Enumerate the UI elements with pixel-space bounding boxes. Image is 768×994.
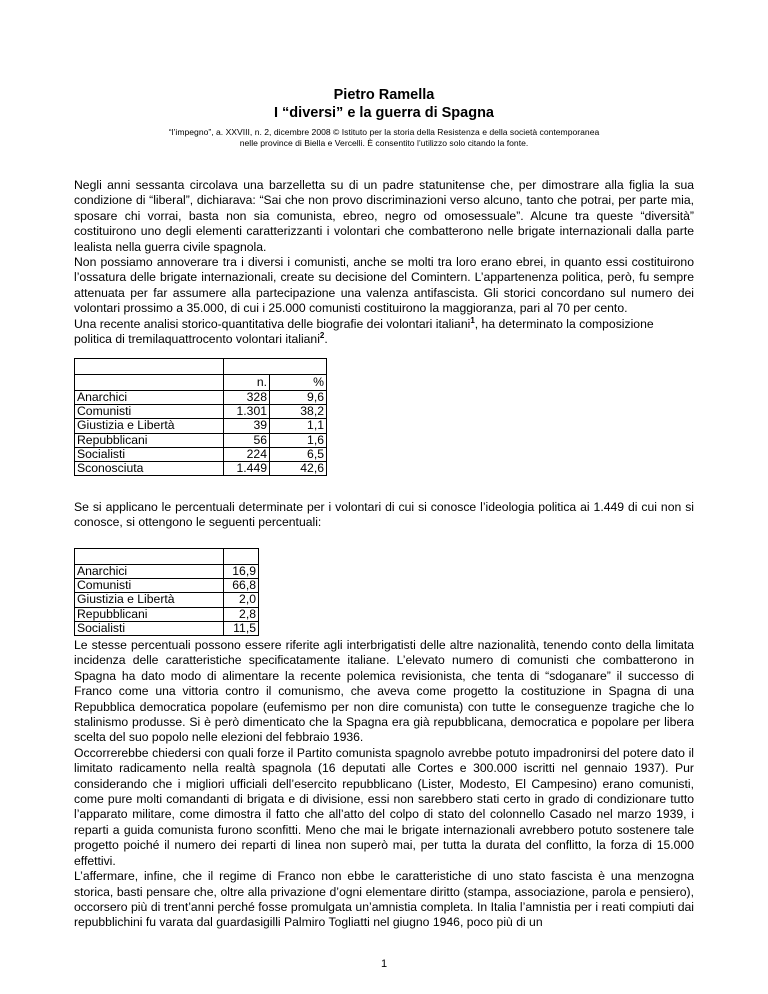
table-row: [75, 593, 259, 607]
row-label: Socialisti: [75, 621, 224, 635]
row-label: Sconosciuta: [75, 461, 224, 475]
intro-paragraph-2: Non possiamo annoverare tra i diversi i comunisti, anche se molti tra loro erano ebrei, in quanto essi costituirono l’ossatura delle brigate internazionali, create su decisione del Comintern. L’appartenenza politica, però, fu sempre attenuata per far assumere alla partecipazione una valenza antifascista. Gli storici concordano sul numero dei volontari prossimo a 35.000, di cui i 25.000 comunisti costituirono la maggioranza, pari al 70 per cento.: [74, 255, 694, 316]
table-header-row: [75, 375, 327, 391]
table-row: [75, 419, 327, 433]
credit-line-2: nelle province di Biella e Vercelli. È consentito l’utilizzo solo citando la fonte.: [239, 138, 529, 148]
row-label: Giustizia e Libertà: [75, 419, 224, 433]
row-percent: 6,5: [270, 447, 327, 461]
page-number: 1: [380, 958, 388, 970]
row-count: 1.301: [224, 405, 270, 419]
row-label: Comunisti: [75, 405, 224, 419]
volunteers-table: [74, 358, 327, 476]
body-paragraph-2: Occorrerebbe chiedersi con quali forze il Partito comunista spagnolo avrebbe potuto impadronirsi del potere dato il limitato radicamento nella realtà spagnola (16 deputati alle Cortes e 300.000 iscritti nel gennaio 1937). Pur considerando che i migliori ufficiali dell’esercito repubblicano (Lister, Modesto, El Campesino) erano comunisti, come pure molti comandanti di brigata e di divisione, essi non sarebbero stati certo in grado di condizionare tutto l’apparato militare, come dimostra il fatto che all’atto del colpo di stato del colonnello Casado nel marzo 1939, i reparti a guida comunista furono sconfitti. Meno che mai le brigate internazionali avrebbero potuto sostenere tale progetto poiché il numero dei reparti di linea non superò mai, per tutta la durata del conflitto, la forza di 15.000 effettivi.: [74, 745, 694, 868]
row-count: 1.449: [224, 461, 270, 475]
row-percent: 2,8: [224, 607, 259, 621]
intro-text-b: , ha determinato la composizione politica di tremilaquattrocento volontari italiani: [74, 316, 654, 347]
row-label: Socialisti: [75, 447, 224, 461]
table-header-empty: [75, 549, 224, 565]
footnote-ref-1[interactable]: 1: [470, 315, 475, 325]
credit-line-1: “l’impegno”, a. XXVIII, n. 2, dicembre 2008 © Istituto per la storia della Resistenza e della società contemporanea: [168, 127, 600, 137]
table-header-row: [75, 549, 259, 565]
table-row: [75, 579, 259, 593]
intro-text-a: Una recente analisi storico-quantitativa delle biografie dei volontari italiani: [74, 316, 471, 331]
row-percent: 1,1: [270, 419, 327, 433]
adjusted-percentages-table: [74, 548, 259, 636]
row-percent: 42,6: [270, 461, 327, 475]
author-name: Pietro Ramella: [333, 87, 435, 103]
row-label: Repubblicani: [75, 433, 224, 447]
row-percent: 11,5: [224, 621, 259, 635]
between-paragraph: Se si applicano le percentuali determinate per i volontari di cui si conosce l’ideologia politica ai 1.449 di cui non si conosce, si ottengono le seguenti percentuali:: [74, 500, 694, 530]
table-row: [75, 391, 327, 405]
table-header-span: [224, 359, 327, 375]
body-paragraph-3: L’affermare, infine, che il regime di Franco non ebbe le caratteristiche di uno stato fascista è una menzogna storica, basti pensare che, oltre alla privazione d’ogni elementare diritto (stampa, associazione, parola e pensiero), occorsero più di trent’anni perché fosse promulgata un’amnistia completa. In Italia l’amnistia per i reati compiuti dai repubblichini fu varata dal guardasigilli Palmiro Togliatti nel giugno 1946, poco più di un: [74, 869, 694, 930]
table-row: [75, 607, 259, 621]
table-header-empty: [75, 359, 224, 375]
intro-paragraph-1: Negli anni sessanta circolava una barzelletta su di un padre statunitense che, per dimostrare alla figlia la sua condizione di “liberal”, dichiarava: “Sai che non provo discriminazioni verso alcuno, tanto che potrai, per parte mia, sposare chi vorrai, basta non sia comunista, ebreo, negro od omosessuale”. Alcune tra queste “diversità” costituirono uno degli elementi caratterizzanti i volontari che combatterono nelle brigate internazionali dalla parte lealista nella guerra civile spagnola.: [74, 178, 694, 254]
row-label: Anarchici: [75, 391, 224, 405]
row-percent: 66,8: [224, 579, 259, 593]
body-paragraph-1: Le stesse percentuali possono essere riferite agli interbrigatisti delle altre nazionalità, tenendo conto della limitata incidenza delle caratteristiche specificatamente italiane. L’elevato numero di comunisti che combatterono in Spagna ha dato modo di alimentare la recente polemica revisionista, che tenta di “sdoganare” il successo di Franco come una vittoria contro il comunismo, che aveva come progetto la costituzione in Spagna di una Repubblica democratica popolare (eufemismo per non dire comunista) con tutte le conseguenze tragiche che lo stalinismo produsse. Si è però dimenticato che la Spagna era già repubblicana, democratica e popolare per libera scelta del suo popolo nelle elezioni del febbraio 1936.: [74, 638, 694, 745]
table-row: [75, 565, 259, 579]
row-count: 224: [224, 447, 270, 461]
row-percent: 16,9: [224, 565, 259, 579]
table-row: [75, 433, 327, 447]
table-header-empty: [224, 549, 259, 565]
column-header-n: n.: [224, 375, 270, 391]
table-row: [75, 447, 327, 461]
row-count: 39: [224, 419, 270, 433]
intro-paragraph-3: [74, 317, 694, 348]
row-label: Repubblicani: [75, 607, 224, 621]
row-percent: 1,6: [270, 433, 327, 447]
row-percent: 2,0: [224, 593, 259, 607]
row-label: Anarchici: [75, 565, 224, 579]
table-row: [75, 621, 259, 635]
table-cell: [75, 375, 224, 391]
row-percent: 38,2: [270, 405, 327, 419]
row-label: Comunisti: [75, 579, 224, 593]
column-header-percent: %: [270, 375, 327, 391]
row-percent: 9,6: [270, 391, 327, 405]
table-row: [75, 405, 327, 419]
row-count: 328: [224, 391, 270, 405]
body-section: [74, 638, 694, 931]
table-header-row: [75, 359, 327, 375]
table-row: [75, 461, 327, 475]
footnote-ref-2[interactable]: 2: [319, 331, 325, 340]
row-count: 56: [224, 433, 270, 447]
intro-text-c: .: [324, 332, 328, 347]
intro-section: [74, 178, 694, 347]
row-label: Giustizia e Libertà: [75, 593, 224, 607]
article-title: I “diversi” e la guerra di Spagna: [274, 105, 494, 121]
